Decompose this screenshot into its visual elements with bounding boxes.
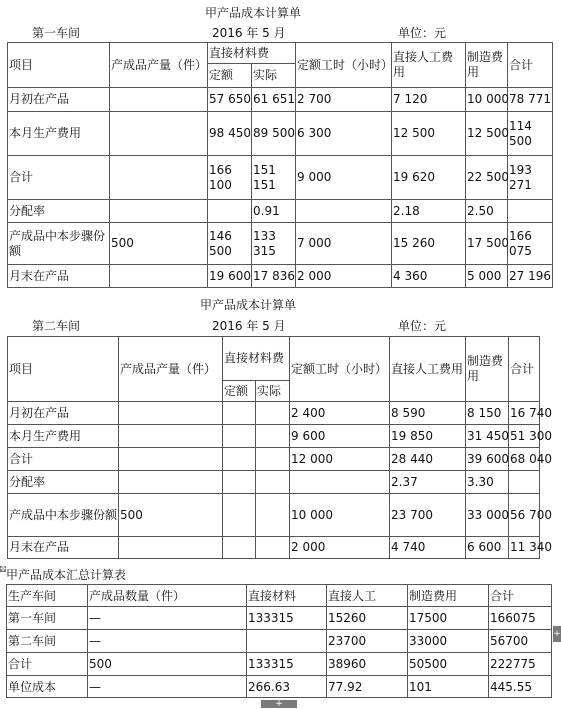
table-row bbox=[8, 494, 540, 537]
row-label: 分配率 bbox=[8, 200, 110, 223]
cell-overhead: 33 000 bbox=[466, 494, 509, 537]
cell-mat-actual bbox=[256, 471, 290, 494]
t3-header-material: 直接材料 bbox=[247, 585, 327, 607]
cell-mat-quota bbox=[208, 200, 252, 223]
table-move-handle[interactable]: ✥ bbox=[0, 565, 6, 573]
cell-hours: 2 400 bbox=[290, 402, 390, 425]
t1-header-item: 项目 bbox=[8, 43, 110, 88]
cell-material: 133315 bbox=[247, 607, 327, 630]
t2-title: 甲产品成本计算单 bbox=[200, 298, 297, 312]
cell-overhead: 2.50 bbox=[466, 200, 508, 223]
t3-header-labor: 直接人工 bbox=[327, 585, 408, 607]
cell-hours: 9 600 bbox=[290, 425, 390, 448]
row-label: 产成品中本步骤份额 bbox=[8, 223, 110, 265]
cell-material: 266.63 bbox=[247, 676, 327, 698]
cell-total: 56700 bbox=[489, 630, 552, 653]
row-label: 分配率 bbox=[8, 471, 119, 494]
t2-header-total: 合计 bbox=[509, 337, 540, 402]
cell-overhead: 6 600 bbox=[466, 537, 509, 559]
table-row bbox=[8, 112, 553, 156]
cell-material bbox=[247, 630, 327, 653]
cell-mat-quota bbox=[223, 537, 256, 559]
t2-workshop: 第二车间 bbox=[32, 319, 81, 333]
cell-labor: 2.37 bbox=[390, 471, 466, 494]
table-row bbox=[8, 200, 553, 223]
cost-table-workshop-1 bbox=[7, 42, 553, 288]
cell-total: 114 500 bbox=[508, 112, 553, 156]
cell-total: 166 075 bbox=[508, 223, 553, 265]
cell-mat-quota bbox=[223, 471, 256, 494]
cell-mat-actual: 89 500 bbox=[252, 112, 296, 156]
cell-qty bbox=[119, 425, 223, 448]
t3-header-qty: 产成品数量（件） bbox=[88, 585, 247, 607]
cell-mat-quota: 98 450 bbox=[208, 112, 252, 156]
t2-header-hours: 定额工时（小时） bbox=[290, 337, 390, 402]
row-label: 月末在产品 bbox=[8, 265, 110, 288]
cell-hours: 2 000 bbox=[296, 265, 392, 288]
cell-labor: 19 850 bbox=[390, 425, 466, 448]
t2-header-overhead: 制造费用 bbox=[466, 337, 509, 402]
cell-mat-actual bbox=[256, 448, 290, 471]
cost-summary-table bbox=[6, 584, 552, 698]
row-label: 月末在产品 bbox=[8, 537, 119, 559]
cell-mat-quota bbox=[223, 402, 256, 425]
cell-labor: 15260 bbox=[327, 607, 408, 630]
table-row bbox=[8, 448, 540, 471]
table-row bbox=[8, 402, 540, 425]
cell-qty bbox=[110, 156, 208, 200]
cell-qty bbox=[110, 200, 208, 223]
cell-total bbox=[508, 200, 553, 223]
row-label: 合计 bbox=[8, 448, 119, 471]
t2-unit: 单位：元 bbox=[398, 319, 447, 333]
cell-mat-actual: 0.91 bbox=[252, 200, 296, 223]
table-row bbox=[7, 607, 552, 630]
t1-unit: 单位：元 bbox=[398, 26, 447, 40]
cell-hours: 2 000 bbox=[290, 537, 390, 559]
cell-overhead: 8 150 bbox=[466, 402, 509, 425]
row-label: 产成品中本步骤份额 bbox=[8, 494, 119, 537]
row-label: 单位成本 bbox=[7, 676, 88, 698]
t1-title: 甲产品成本计算单 bbox=[205, 6, 302, 20]
cell-labor: 28 440 bbox=[390, 448, 466, 471]
t1-header-material: 直接材料费 bbox=[208, 43, 296, 64]
cell-overhead: 10 000 bbox=[466, 88, 508, 112]
cell-overhead: 22 500 bbox=[466, 156, 508, 200]
cell-mat-actual bbox=[256, 402, 290, 425]
row-label: 月初在产品 bbox=[8, 402, 119, 425]
cell-mat-quota: 57 650 bbox=[208, 88, 252, 112]
cell-total: 78 771 bbox=[508, 88, 553, 112]
cell-qty bbox=[110, 112, 208, 156]
row-label: 月初在产品 bbox=[8, 88, 110, 112]
t1-header-qty: 产成品产量（件） bbox=[110, 43, 208, 88]
cell-total: 445.55 bbox=[489, 676, 552, 698]
cell-qty bbox=[110, 265, 208, 288]
row-label: 第二车间 bbox=[7, 630, 88, 653]
cell-mat-actual: 17 836 bbox=[252, 265, 296, 288]
table-row bbox=[8, 88, 553, 112]
cell-mat-actual bbox=[256, 425, 290, 448]
t1-header-total: 合计 bbox=[508, 43, 553, 88]
cell-mat-actual bbox=[256, 537, 290, 559]
cell-hours: 2 700 bbox=[296, 88, 392, 112]
cell-hours: 10 000 bbox=[290, 494, 390, 537]
cell-labor: 4 740 bbox=[390, 537, 466, 559]
cell-overhead: 31 450 bbox=[466, 425, 509, 448]
cell-overhead: 12 500 bbox=[466, 112, 508, 156]
cell-total: 27 196 bbox=[508, 265, 553, 288]
cell-labor: 19 620 bbox=[392, 156, 466, 200]
cell-total bbox=[509, 471, 540, 494]
t3-title: 甲产品成本汇总计算表 bbox=[6, 568, 127, 582]
table-row bbox=[7, 653, 552, 676]
cell-overhead: 5 000 bbox=[466, 265, 508, 288]
cell-hours: 7 000 bbox=[296, 223, 392, 265]
row-label: 合计 bbox=[8, 156, 110, 200]
row-label: 本月生产费用 bbox=[8, 112, 110, 156]
table-row bbox=[8, 471, 540, 494]
t2-date: 2016 年 5 月 bbox=[212, 319, 286, 333]
cell-qty: 500 bbox=[88, 653, 247, 676]
cell-mat-quota bbox=[223, 425, 256, 448]
cell-hours: 6 300 bbox=[296, 112, 392, 156]
cell-labor: 4 360 bbox=[392, 265, 466, 288]
cell-mat-quota bbox=[223, 494, 256, 537]
t1-header-mat-actual: 实际 bbox=[252, 64, 296, 88]
t2-header-mat-quota: 定额 bbox=[223, 381, 256, 402]
t1-header-labor: 直接人工费用 bbox=[392, 43, 466, 88]
cell-qty bbox=[119, 537, 223, 559]
cell-qty bbox=[119, 402, 223, 425]
t3-header-overhead: 制造费用 bbox=[408, 585, 489, 607]
cell-overhead: 33000 bbox=[408, 630, 489, 653]
t2-header-material: 直接材料费 bbox=[223, 337, 290, 381]
cell-overhead: 17 500 bbox=[466, 223, 508, 265]
cell-qty bbox=[119, 448, 223, 471]
cell-labor: 12 500 bbox=[392, 112, 466, 156]
t3-header-total: 合计 bbox=[489, 585, 552, 607]
table-row bbox=[8, 156, 553, 200]
cost-table-workshop-2 bbox=[7, 336, 553, 559]
cell-labor: 23 700 bbox=[390, 494, 466, 537]
cell-labor: 15 260 bbox=[392, 223, 466, 265]
t3-header-workshop: 生产车间 bbox=[7, 585, 88, 607]
cell-mat-actual: 61 651 bbox=[252, 88, 296, 112]
row-label: 合计 bbox=[7, 653, 88, 676]
table-row bbox=[8, 425, 540, 448]
cell-mat-actual bbox=[256, 494, 290, 537]
cell-overhead: 101 bbox=[408, 676, 489, 698]
cell-qty: 500 bbox=[110, 223, 208, 265]
add-row-button[interactable]: + bbox=[261, 700, 297, 708]
cell-labor: 8 590 bbox=[390, 402, 466, 425]
t1-workshop: 第一车间 bbox=[32, 26, 81, 40]
row-label: 第一车间 bbox=[7, 607, 88, 630]
cell-hours bbox=[290, 471, 390, 494]
cell-qty: — bbox=[88, 676, 247, 698]
t2-header-item: 项目 bbox=[8, 337, 119, 402]
table-row bbox=[7, 630, 552, 653]
cell-qty bbox=[110, 88, 208, 112]
cell-total: 166075 bbox=[489, 607, 552, 630]
cell-total: 222775 bbox=[489, 653, 552, 676]
cell-total: 68 040 bbox=[509, 448, 540, 471]
cell-hours: 9 000 bbox=[296, 156, 392, 200]
cell-mat-quota: 166 100 bbox=[208, 156, 252, 200]
cell-mat-actual: 151 151 bbox=[252, 156, 296, 200]
cell-qty bbox=[119, 471, 223, 494]
cell-labor: 7 120 bbox=[392, 88, 466, 112]
t1-date: 2016 年 5 月 bbox=[212, 26, 286, 40]
t1-header-hours: 定额工时（小时） bbox=[296, 43, 392, 88]
add-column-button[interactable]: + bbox=[553, 626, 561, 642]
table-row bbox=[7, 676, 552, 698]
cell-overhead: 50500 bbox=[408, 653, 489, 676]
cell-overhead: 39 600 bbox=[466, 448, 509, 471]
t2-header-mat-actual: 实际 bbox=[256, 381, 290, 402]
cell-mat-quota bbox=[223, 448, 256, 471]
cell-overhead: 17500 bbox=[408, 607, 489, 630]
table-row bbox=[8, 265, 553, 288]
cell-overhead: 3.30 bbox=[466, 471, 509, 494]
cell-qty: 500 bbox=[119, 494, 223, 537]
cell-labor: 2.18 bbox=[392, 200, 466, 223]
table-row bbox=[8, 223, 553, 265]
cell-mat-actual: 133 315 bbox=[252, 223, 296, 265]
cell-total: 193 271 bbox=[508, 156, 553, 200]
cell-total: 56 700 bbox=[509, 494, 540, 537]
cell-hours bbox=[296, 200, 392, 223]
row-label: 本月生产费用 bbox=[8, 425, 119, 448]
t1-header-mat-quota: 定额 bbox=[208, 64, 252, 88]
cell-mat-quota: 19 600 bbox=[208, 265, 252, 288]
t2-header-labor: 直接人工费用 bbox=[390, 337, 466, 402]
cell-labor: 23700 bbox=[327, 630, 408, 653]
cell-material: 133315 bbox=[247, 653, 327, 676]
cell-total: 51 300 bbox=[509, 425, 540, 448]
cell-labor: 77.92 bbox=[327, 676, 408, 698]
cell-hours: 12 000 bbox=[290, 448, 390, 471]
cell-total: 16 740 bbox=[509, 402, 540, 425]
t2-header-qty: 产成品产量（件） bbox=[119, 337, 223, 402]
cell-mat-quota: 146 500 bbox=[208, 223, 252, 265]
cell-total: 11 340 bbox=[509, 537, 540, 559]
t1-header-overhead: 制造费用 bbox=[466, 43, 508, 88]
cell-qty: — bbox=[88, 630, 247, 653]
cell-qty: — bbox=[88, 607, 247, 630]
table-row bbox=[8, 537, 540, 559]
cell-labor: 38960 bbox=[327, 653, 408, 676]
